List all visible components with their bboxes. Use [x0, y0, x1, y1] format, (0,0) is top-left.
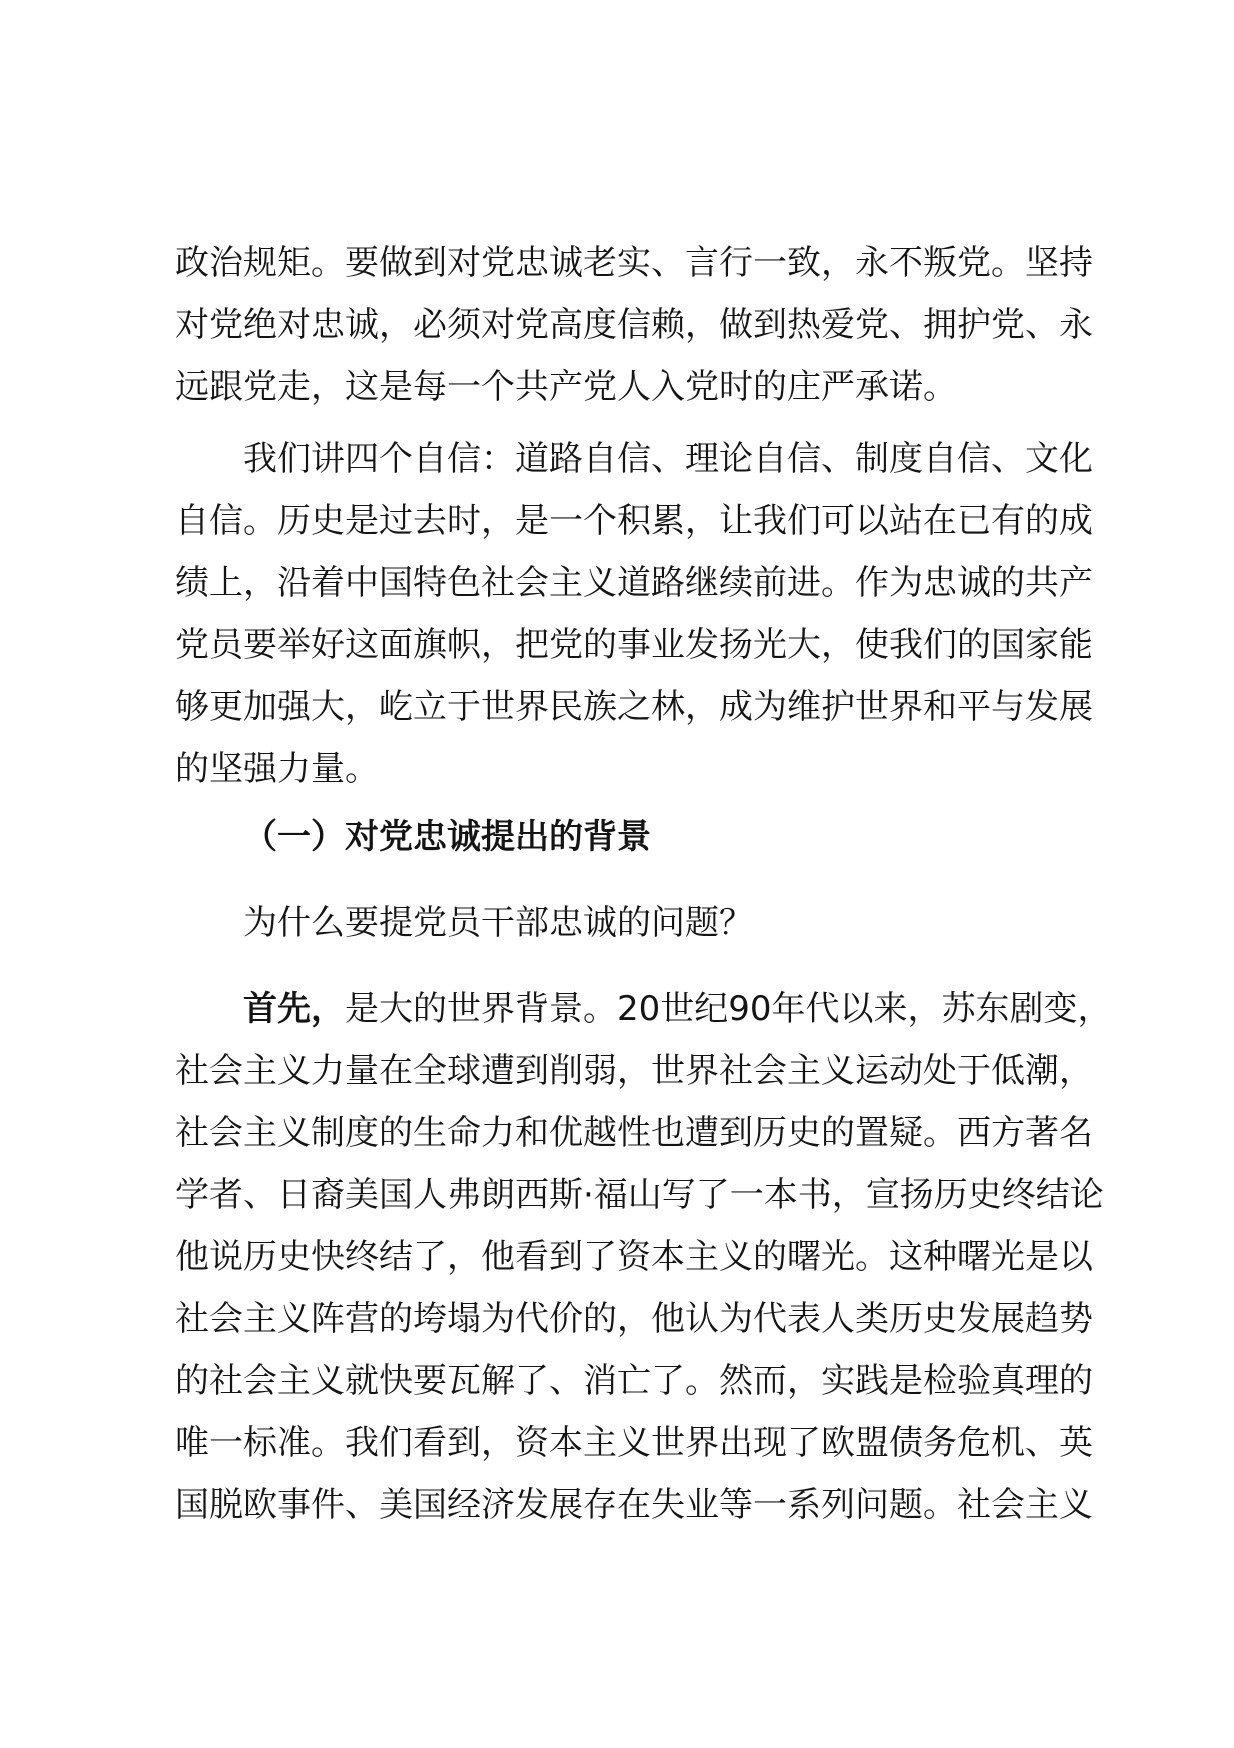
- paragraph-line: 我们讲四个自信：道路自信、理论自信、制度自信、文化: [243, 439, 1093, 479]
- question-block: [175, 892, 1095, 954]
- paragraph-3: [175, 978, 1112, 1536]
- paragraph-line: 社会主义力量在全球遭到削弱，世界社会主义运动处于低潮，: [175, 1051, 1093, 1091]
- paragraph-1: [175, 232, 1095, 418]
- paragraph-line: 自信。历史是过去时，是一个积累，让我们可以站在已有的成: [175, 501, 1093, 541]
- paragraph-line: 党员要举好这面旗帜，把党的事业发扬光大，使我们的国家能: [175, 625, 1093, 665]
- paragraph-line: 社会主义制度的生命力和优越性也遭到历史的置疑。西方著名: [175, 1113, 1093, 1153]
- paragraph-line: 的社会主义就快要瓦解了、消亡了。然而，实践是检验真理的: [175, 1361, 1093, 1401]
- paragraph-line: 的坚强力量。: [175, 749, 379, 789]
- paragraph-line: 唯一标准。我们看到，资本主义世界出现了欧盟债务危机、英: [175, 1423, 1093, 1463]
- paragraph-line: 社会主义阵营的垮塌为代价的，他认为代表人类历史发展趋势: [175, 1299, 1093, 1339]
- paragraph-line: 国脱欧事件、美国经济发展存在失业等一系列问题。社会主义: [175, 1485, 1093, 1525]
- paragraph-2: [175, 428, 1095, 800]
- paragraph-line: 够更加强大，屹立于世界民族之林，成为维护世界和平与发展: [175, 687, 1093, 727]
- paragraph-line: 远跟党走，这是每一个共产党人入党时的庄严承诺。: [175, 367, 957, 407]
- first-line-text: 是大的世界背景。20世纪90年代以来，苏东剧变，: [345, 989, 1112, 1029]
- paragraph-first-line: [175, 978, 1112, 1040]
- lead-bold-text: 首先，: [243, 989, 345, 1029]
- paragraph-line: 政治规矩。要做到对党忠诚老实、言行一致，永不叛党。坚持: [175, 243, 1093, 283]
- section-heading-block: [175, 806, 1095, 868]
- paragraph-line: 他说历史快终结了，他看到了资本主义的曙光。这种曙光是以: [175, 1237, 1093, 1277]
- question-line: 为什么要提党员干部忠诚的问题？: [243, 903, 753, 943]
- paragraph-line: 对党绝对忠诚，必须对党高度信赖，做到热爱党、拥护党、永: [175, 305, 1093, 345]
- paragraph-line: 学者、日裔美国人弗朗西斯·福山写了一本书，宣扬历史终结论: [175, 1175, 1104, 1215]
- paragraph-line: 绩上，沿着中国特色社会主义道路继续前进。作为忠诚的共产: [175, 563, 1093, 603]
- section-heading: （一）对党忠诚提出的背景: [243, 817, 651, 857]
